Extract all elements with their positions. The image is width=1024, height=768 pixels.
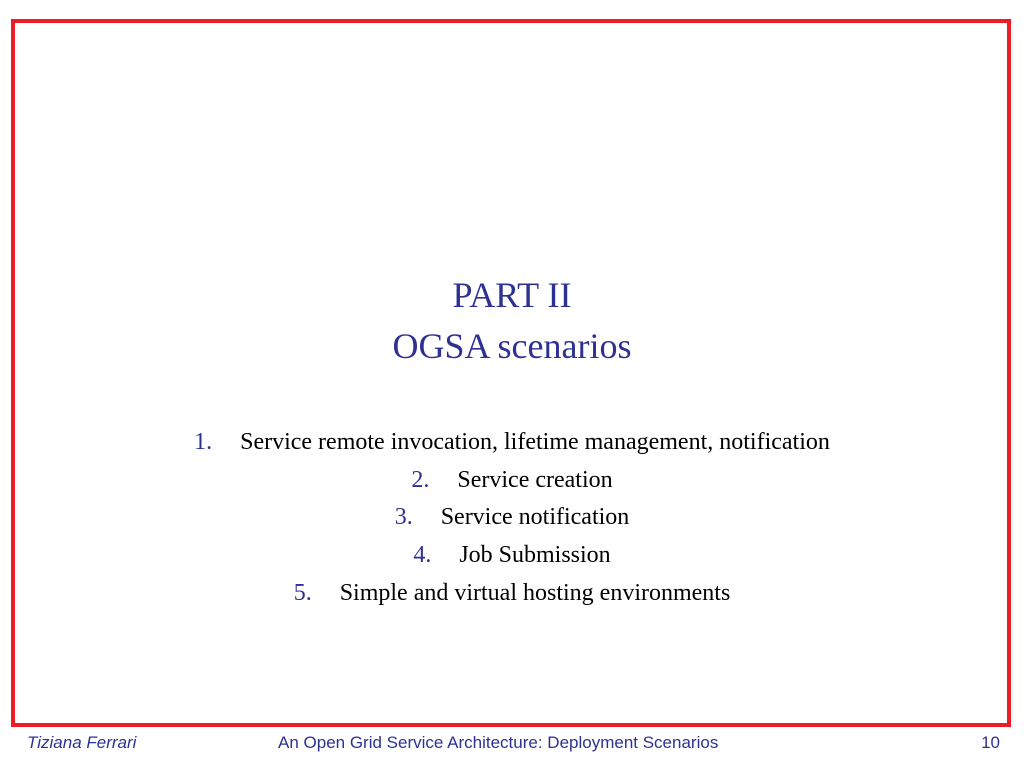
slide-frame <box>11 19 1011 727</box>
agenda-item-text: Service notification <box>440 504 630 531</box>
agenda-item-number: 4. <box>413 542 432 569</box>
agenda-item-text: Service creation <box>457 466 613 493</box>
agenda-item-number: 2. <box>411 466 430 493</box>
agenda-item <box>0 499 1024 537</box>
agenda-item-text: Job Submission <box>459 542 611 569</box>
agenda-item-text: Service remote invocation, lifetime management, notification <box>240 429 830 456</box>
agenda-item-number: 1. <box>194 429 213 456</box>
footer-presentation-title: An Open Grid Service Architecture: Deployment Scenarios <box>278 733 719 752</box>
slide-title-line1: PART II <box>452 275 572 315</box>
slide-title-line2: OGSA scenarios <box>392 326 632 366</box>
agenda-item-number: 3. <box>394 504 413 531</box>
agenda-item-text: Simple and virtual hosting environments <box>339 579 731 606</box>
agenda-item-number: 5. <box>293 579 312 606</box>
agenda-item <box>0 537 1024 575</box>
agenda-item <box>0 574 1024 612</box>
footer-author: Tiziana Ferrari <box>27 733 137 752</box>
slide-title <box>0 270 1024 372</box>
agenda-list <box>0 424 1024 612</box>
footer-page-number: 10 <box>981 733 1000 752</box>
agenda-item <box>0 462 1024 500</box>
agenda-item <box>0 424 1024 462</box>
slide-footer <box>0 733 1024 757</box>
